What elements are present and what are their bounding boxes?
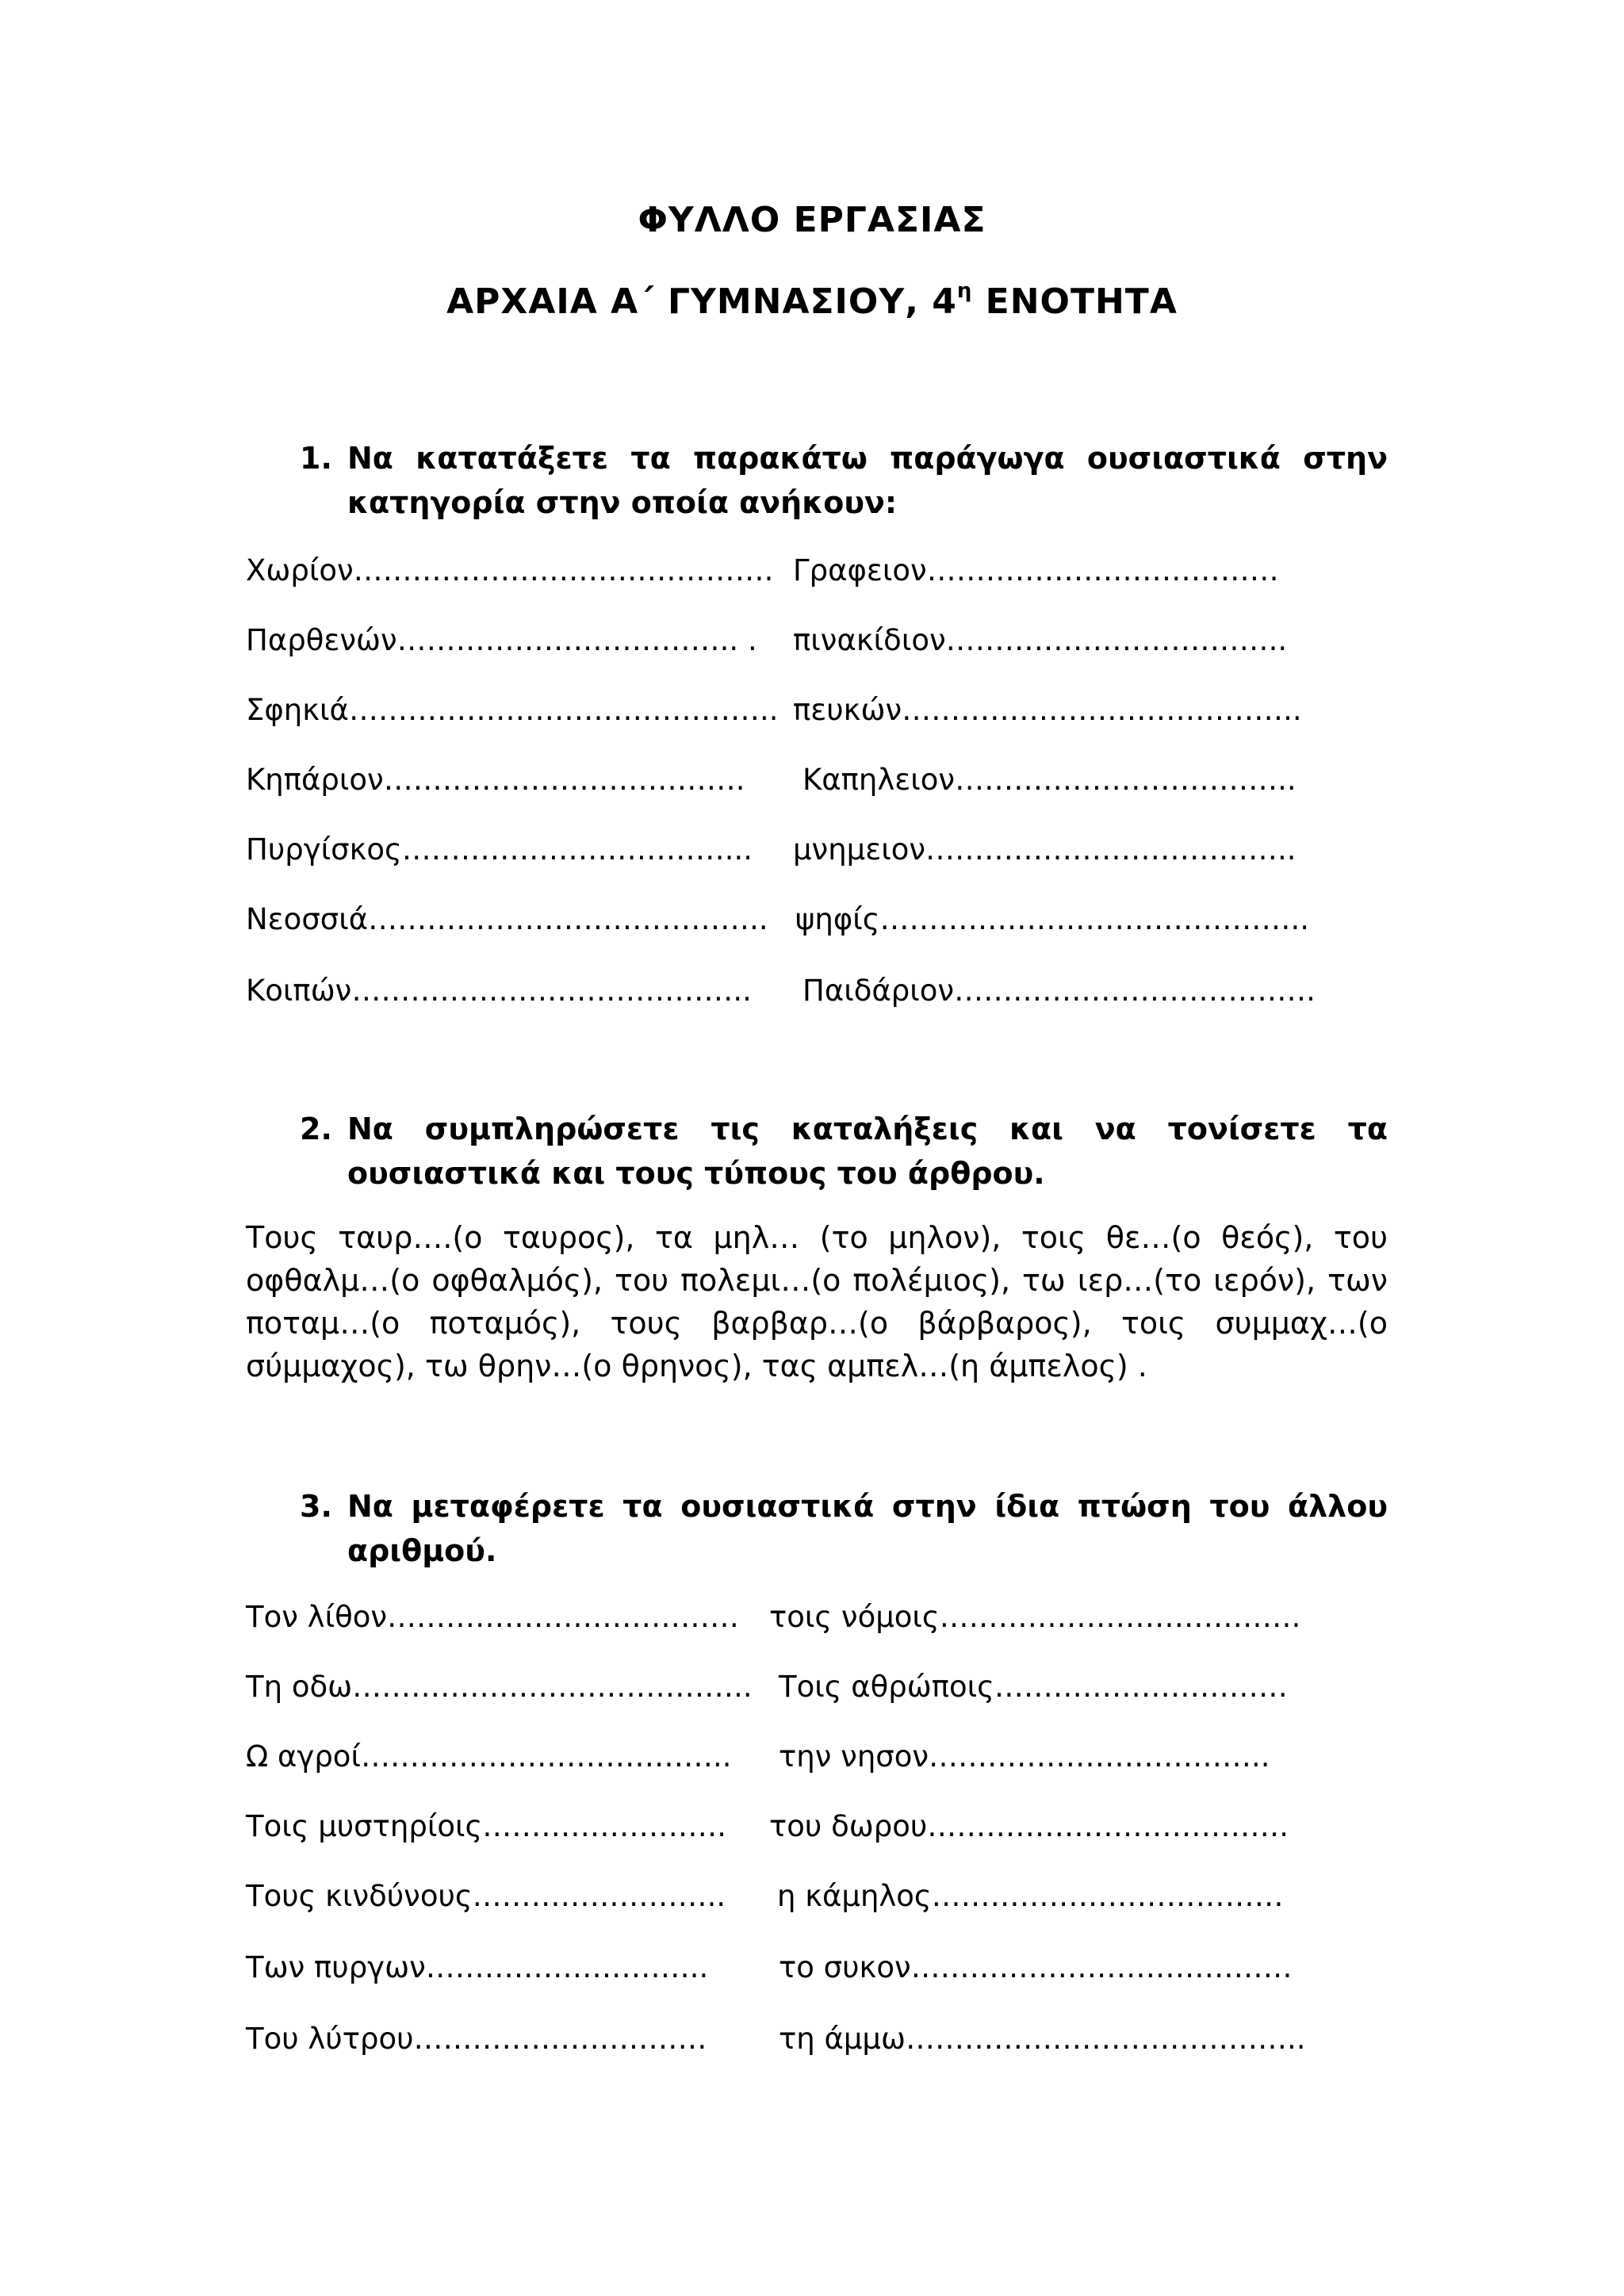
ex3-left-item-2: Τη οδω………………………………….. [246, 1670, 753, 1704]
ex1-left-item-6: Νεοσσιά………………………………….. [246, 902, 768, 936]
ex1-right-item-1: Γραφειον……………………………… [793, 553, 1279, 587]
subtitle-text-end: ΕΝΟΤΗΤΑ [972, 281, 1178, 322]
ex1-right-item-4: Καπηλειον…………………………….. [802, 763, 1297, 797]
ex1-left-item-2: Παρθενών…………………………….. . [246, 623, 757, 657]
ex1-left-item-7: Κοιπών………………………………….. [246, 974, 752, 1008]
ex1-left-item-1: Χωρίον……………………………………. [246, 553, 774, 587]
exercise-1-number: 1. [300, 441, 332, 476]
ex1-right-item-7: Παιδάριον………………………………. [802, 974, 1316, 1008]
ex3-right-item-6: το συκον………………………………… [779, 1950, 1293, 1984]
ex3-left-item-5: Τους κινδύνους…………………….. [246, 1879, 726, 1913]
ex1-right-item-3: πευκών………………………………….. [793, 693, 1302, 727]
ex1-right-item-2: πινακίδιον…………………………….. [793, 623, 1288, 657]
ex3-left-item-6: Των πυργων……………………….. [246, 1950, 709, 1984]
ex1-right-item-6: ψηφίς…………………………………….. [795, 902, 1310, 936]
ex1-left-item-4: Κηπάριον………………………………. [246, 763, 745, 797]
ex3-left-item-1: Τον λίθον……………………………… [246, 1600, 740, 1634]
ex1-left-item-3: Σφηκιά…………………………………….. [246, 693, 779, 727]
exercise-1-text: Να κατατάξετε τα παρακάτω παράγωγα ουσιαστικά στην κατηγορία στην οποία ανήκουν: [347, 441, 1388, 520]
exercise-2-fill-in-text: Τους ταυρ….(ο ταυρος), τα μηλ… (το μηλον), τοις θε…(ο θεός), του οφθαλμ…(ο οφθαλμός), του πολεμι…(ο πολέμιος), τω ιερ…(το ιερόν), των ποταμ…(ο ποταμός), τους βαρβαρ…(ο βάρβαρος), τοις συμμαχ…(ο σύμμαχος), τω θρην…(ο θρηνος), τας αμπελ…(η άμπελος) . [246, 1220, 1388, 1383]
subtitle-text: ΑΡΧΑΙΑ Α΄ ΓΥΜΝΑΣΙΟΥ, 4 [446, 281, 957, 322]
ex3-left-item-3: Ω αγροί……………………………….. [246, 1739, 732, 1774]
exercise-3-text: Να μεταφέρετε τα ουσιαστικά στην ίδια πτώση του άλλου αριθμού. [347, 1489, 1388, 1568]
exercise-2-number: 2. [300, 1112, 332, 1146]
ex3-left-item-7: Του λύτρου………………………… [246, 2022, 707, 2056]
ex3-right-item-7: τη άμμω………………………………….. [779, 2022, 1306, 2056]
ex3-right-item-3: την νησον…………………………….. [779, 1739, 1270, 1774]
ex3-right-item-2: Τοις αθρώποις………………………… [779, 1670, 1288, 1704]
exercise-1-instruction [300, 436, 1388, 525]
ex3-left-item-4: Τοις μυστηρίοις……………………. [246, 1809, 727, 1843]
ex1-left-item-5: Πυργίσκος……………………………... [246, 832, 753, 867]
subtitle-superscript: η [956, 279, 973, 303]
ex3-right-item-1: τοις νόμοις………………………………. [769, 1600, 1301, 1634]
ex1-right-item-5: μνημειον……………………………….. [793, 832, 1297, 867]
ex3-right-item-5: η κάμηλος……………………………… [777, 1879, 1284, 1913]
worksheet-title: ΦΥΛΛΟ ΕΡΓΑΣΙΑΣ [638, 200, 986, 240]
ex3-right-item-4: του δωρου………………………………. [769, 1809, 1289, 1843]
exercise-3-number: 3. [300, 1489, 332, 1524]
worksheet-subtitle [0, 279, 1624, 322]
exercise-2-text: Να συμπληρώσετε τις καταλήξεις και να τονίσετε τα ουσιαστικά και τους τύπους του άρθρου. [347, 1112, 1388, 1191]
exercise-2-instruction [300, 1107, 1388, 1196]
exercise-3-instruction [300, 1484, 1388, 1573]
